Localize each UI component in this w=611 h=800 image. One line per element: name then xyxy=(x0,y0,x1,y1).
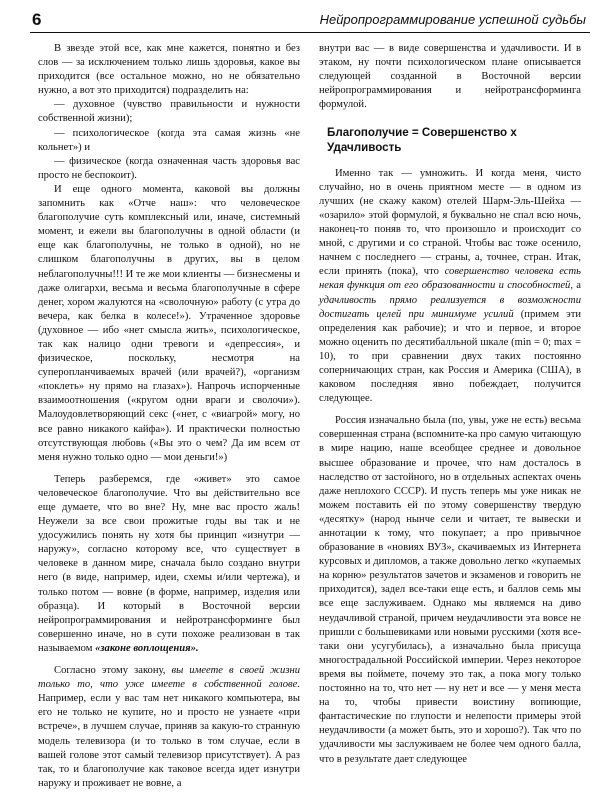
emphasis: совершенство человека есть некая функция от его образованности и способностей, xyxy=(319,266,581,292)
paragraph: И еще одного момента, каковой вы должны запомнить как «Отче наш»: что человеческое благополучие суть комплексный или, иначе, системный момент, и ежели вы благополучны в одной области (и еще как благополучны, не только в одной), но не слишком благополучны в других, вы в целом неблагополучны!!! И те же мои клиенты — бизнесмены и даже олигархи, весьма и весьма благополучные в сфере денег, хором жалуются на «сволочную» работу (с утра до вечера, как белка в колесе!»). Утраченное здоровье (духовное — ибо «нет смысла жить», психологическое, так как налицо одни тревоги и «депрессия», и физическое, поскольку, несмотря на суперопланчиваемых врачей (или врачей?), «организм «поклеть» ну прямо на глазах»). Напрочь испорченные взаимоотношения («кругом одни враги и сволочи»). Малоудовлетворяющий секс («нет, с «виагрой» могу, но все равно никакого кайфа»). И практически полностью отсутствующая любовь («Вы это о чем? Да им всем от меня нужно только одно — мои деньги!») xyxy=(38,183,300,463)
list-item-spiritual: — духовное (чувство правильности и нужности собственной жизни); xyxy=(38,99,300,125)
list-item-physical: — физическое (когда означенная часть здоровья вас просто не беспокоит). xyxy=(38,155,300,181)
paragraph: внутри вас — в виде совершенства и удачливости. И в этаком, ну почти психологическом плане описывается следующей созданной в Восточной версии нейропрограммирования и нейротрансформинга формулой. xyxy=(319,43,581,111)
page-number: 6 xyxy=(32,10,42,29)
emphasis: удачливость прямо реализуется в возможности достигать целей при минимуме усилий xyxy=(319,294,581,320)
paragraph xyxy=(38,473,300,656)
right-column xyxy=(319,42,581,767)
section-heading: Благополучие = Совершенство х Удачливость xyxy=(327,126,517,154)
list-item-psychological: — психологическое (когда эта самая жизнь «не кольнет») и xyxy=(38,127,300,153)
text-run: Теперь разберемся, где «живет» это самое человеческое благополучие. Что вы действительно все еще думаете, что во вне? Ну, мне вас просто жаль! Неужели за все свои прожитые годы вы так и не удосужились понять ну хотя бы принцип «изнутри — наружу», согласно которому все, что существует в человеке в данном мире, сначала было создано внутри него (в виде, например, идеи, схемы и/или чертежа), и только потом — вовне (в форме, например, изделия или образца). И который в Восточной версии нейропрограммирования и нейротрансформинге был совершенно иначе, но в сути похоже реализован в так называемом xyxy=(38,473,300,654)
emphasis: вы имеете в своей жизни только то, что уже имеете в собственной голове. xyxy=(38,665,301,691)
bold-term: «законе воплощения». xyxy=(95,642,199,654)
paragraph xyxy=(319,167,581,407)
text-run: (примем эти определения как рабочие); и что и первое, и второе можно оценить по десятибалльной шкале (min = 0; max = 10), то при сравнении двух таких постоянно соперничающих стран, как Россия и Америка (США), в каковом последняя явно побеждает, получится следующее. xyxy=(319,308,581,405)
paragraph: В звезде этой все, как мне кажется, понятно и без слов — за исключением только лишь здоровья, какое вы приходится (все остальное можно, но не обязательно нужно, а вот это приходится) подразделить на: xyxy=(38,43,300,97)
left-column xyxy=(38,42,300,791)
page-header xyxy=(30,10,590,33)
paragraph xyxy=(38,664,300,791)
text-run: Согласно этому закону, xyxy=(54,665,172,677)
text-run: Именно так — умножить. И когда меня, чисто случайно, но в очень приятном месте — в одном из лучших (не скажу каком) отелей Шарм-Эль-Шейха — «озарило» этой формулой, я буквально не спал всю ночь, наконец-то поняв то, что произошло и происходит со мной, с другими и со страной. Чтобы вас тоже осенило, начнем с последнего — страны, а, точнее, стран. Итак, если принять (пока), что xyxy=(319,167,581,278)
running-title: Нейропрограммирование успешной судьбы xyxy=(319,12,586,27)
paragraph: Россия изначально была (по, увы, уже не есть) весьма совершенная страна (вспомните-ка про самую читающую в мире нацию, наше всеобщее среднее и довольное высшее образование и прочее, что нам досталось в наследство от застойного, но в отдельных аспектах очень даже неплохого СССР). И пусть теперь мы уже никак не можем поставить ей по этому совершенству твердую «десятку» (народ нынче сели и читает, те вывески и аннотации к тому, что покупает; а про привычное образование в «новиях ВУЗ», скачиваемых из Интернета курсовых и дипломов, а также довольно легко «купаемых на корню» результатов зачетов и экзаменов и говорить не приходится), задел все-таки еще есть, и баллов семь мы все еще заслуживаем. Однако мы являемся на диво неудачливой страной, причем неудачливости эта вовсе не пришли с большевиками или новыми русскими (хотя все-таки они усугубилась), а изначально была присуща многострадальной Российской империи. Через некоторое время вы поймете, почему это так, а пока могу только постоянно на то, что нет — ну нет и все — у меня места на то, чтобы привести воистину вопиющие, фантастические по глупости и нелепости примеры этой неудачливости (а может быть, это и хорошо?). Так что по удачливости мы заслуживаем не более чем одного балла, что в результате дает следующее xyxy=(319,415,581,765)
text-run: Например, если у вас там нет никакого компьютера, вы его не только не купите, но и просто не узнаете «при встрече», в лучшем случае, приняв за какую-то странную модель телевизора (и то только в том случае, если в вашей голове этот самый телевизор присутствует). А раз так, то и благополучие как таковое всегда идет изнутри наружу и проживает не вовне, а xyxy=(38,693,300,789)
text-run: а xyxy=(573,280,581,292)
